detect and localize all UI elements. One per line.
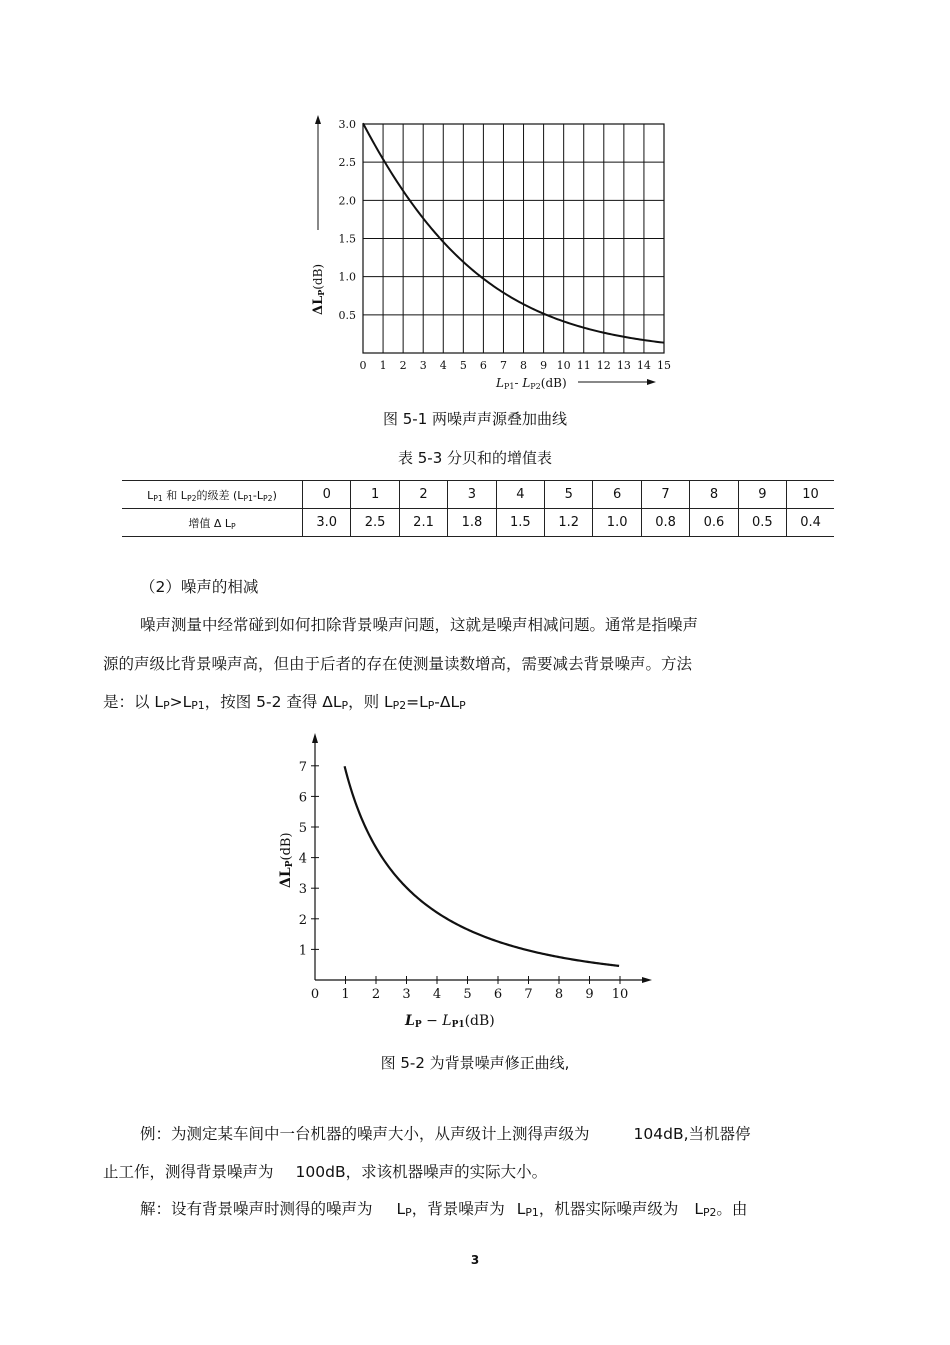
x-tick-label: 6 <box>493 987 503 1002</box>
x-tick-label: 9 <box>540 359 548 372</box>
x-tick-label: 14 <box>636 359 651 372</box>
increment-table <box>122 480 834 537</box>
table-cell: 1.8 <box>448 509 496 537</box>
x-tick-label: 11 <box>576 359 591 372</box>
table-cell: 2 <box>399 481 447 509</box>
x-tick-label: 15 <box>657 359 671 372</box>
figure-5-1-grid <box>363 124 664 353</box>
table-row-diff <box>122 481 834 509</box>
y-tick-label: 2.5 <box>338 156 356 170</box>
x-tick-label: 10 <box>556 359 571 372</box>
figure-5-1-caption: 图 5-1 两噪声声源叠加曲线 <box>382 410 568 428</box>
table-cell: 1.2 <box>545 509 593 537</box>
y-tick-label: 4 <box>298 851 307 867</box>
figure-5-1-chart <box>300 110 690 400</box>
x-tick-label: 0 <box>310 987 320 1002</box>
y-tick-label: 1 <box>298 943 307 959</box>
y-tick-label: 3 <box>298 882 307 898</box>
x-tick-label: 3 <box>419 359 427 372</box>
figure-5-1-y-label: ΔLP(dB) <box>311 263 326 315</box>
example-line: 例：为测定某车间中一台机器的噪声大小，从声级计上测得声级为 104dB,当机器停 <box>140 1125 751 1143</box>
section-heading: （2）噪声的相减 <box>140 578 259 596</box>
figure-5-1-x-ticks <box>360 359 672 372</box>
x-tick-label: 6 <box>479 359 487 372</box>
table-cell: 4 <box>496 481 544 509</box>
paragraph-line: 源的声级比背景噪声高，但由于后者的存在使测量读数增高，需要减去背景噪声。方法 <box>103 655 693 673</box>
x-tick-label: 2 <box>399 359 407 372</box>
x-tick-label: 3 <box>402 987 411 1002</box>
x-tick-label: 1 <box>341 987 350 1002</box>
x-tick-label: 7 <box>499 359 507 372</box>
x-tick-label: 8 <box>554 987 564 1002</box>
table-cell: 0.6 <box>690 509 738 537</box>
table-cell: 1 <box>351 481 399 509</box>
paragraph-line: 是：以 $L_P>L_{P1}$，按图 5-2 查得 $\Delta L_P$，则 $L_{P2}=L_P-\Delta L_P$ <box>103 693 466 712</box>
x-tick-label: 4 <box>432 987 442 1002</box>
x-tick-label: 0 <box>359 359 367 372</box>
figure-5-2-x-label: LP − LP1(dB) <box>405 1013 495 1030</box>
figure-5-2-caption: 图 5-2 为背景噪声修正曲线, <box>380 1054 570 1072</box>
x-tick-label: 9 <box>585 987 594 1002</box>
y-tick-label: 0.5 <box>338 308 356 322</box>
table-cell: 3.0 <box>303 509 351 537</box>
figure-5-2-y-ticks <box>299 760 319 959</box>
x-tick-label: 8 <box>520 359 528 372</box>
y-tick-label: 1.5 <box>338 232 356 246</box>
table-row-header: $L_{P1}$ 和 $L_{P2}$的级差 $(L_{P1}-L_{P2})$ <box>122 481 303 509</box>
figure-5-1-y-ticks <box>339 118 357 322</box>
x-tick-label: 13 <box>616 359 631 372</box>
table-cell: 0 <box>303 481 351 509</box>
table-cell: 2.5 <box>351 509 399 537</box>
table-5-3-title: 表 5-3 分贝和的增值表 <box>397 449 553 467</box>
table-cell: 0.5 <box>738 509 786 537</box>
table-cell: 1.0 <box>593 509 641 537</box>
solution-line: 解：设有背景噪声时测得的噪声为 $L_P$，背景噪声为 $L_{P1}$，机器实际噪声级为 $L_{P2}$。由 <box>140 1200 748 1219</box>
y-tick-label: 7 <box>298 759 307 775</box>
table-row-header: 增值 Δ $L_P$ <box>122 509 303 537</box>
y-tick-label: 2.0 <box>338 194 356 208</box>
table-cell: 5 <box>545 481 593 509</box>
x-tick-label: 7 <box>524 987 533 1002</box>
x-tick-label: 1 <box>379 359 387 372</box>
table-cell: 8 <box>690 481 738 509</box>
y-tick-label: 3.0 <box>338 118 356 131</box>
figure-5-2-chart <box>270 728 670 1038</box>
y-tick-label: 6 <box>298 790 307 806</box>
table-cell: 0.4 <box>787 509 834 537</box>
page-number: 3 <box>470 1253 480 1267</box>
table-cell: 2.1 <box>399 509 447 537</box>
figure-5-2-y-label: ΔLP(dB) <box>278 832 295 888</box>
figure-5-2-curve <box>345 766 619 966</box>
example-line: 止工作，测得背景噪声为 100dB，求该机器噪声的实际大小。 <box>103 1163 548 1181</box>
table-cell: 10 <box>787 481 834 509</box>
table-row-increment <box>122 509 834 537</box>
table-cell: 1.5 <box>496 509 544 537</box>
y-tick-label: 1.0 <box>338 270 356 284</box>
x-tick-label: 10 <box>611 987 629 1002</box>
table-cell: 7 <box>641 481 689 509</box>
paragraph-line: 噪声测量中经常碰到如何扣除背景噪声问题，这就是噪声相减问题。通常是指噪声 <box>140 616 699 634</box>
figure-5-1-x-label: LP1- LP2(dB) <box>496 376 567 391</box>
table-cell: 9 <box>738 481 786 509</box>
x-tick-label: 5 <box>459 359 467 372</box>
x-tick-label: 5 <box>463 987 472 1002</box>
table-cell: 3 <box>448 481 496 509</box>
x-tick-label: 4 <box>439 359 447 372</box>
x-tick-label: 2 <box>371 987 381 1002</box>
x-tick-label: 12 <box>596 359 611 372</box>
table-cell: 0.8 <box>641 509 689 537</box>
y-tick-label: 5 <box>298 821 307 836</box>
figure-5-1-curve <box>363 123 664 342</box>
y-tick-label: 2 <box>298 912 307 928</box>
table-cell: 6 <box>593 481 641 509</box>
